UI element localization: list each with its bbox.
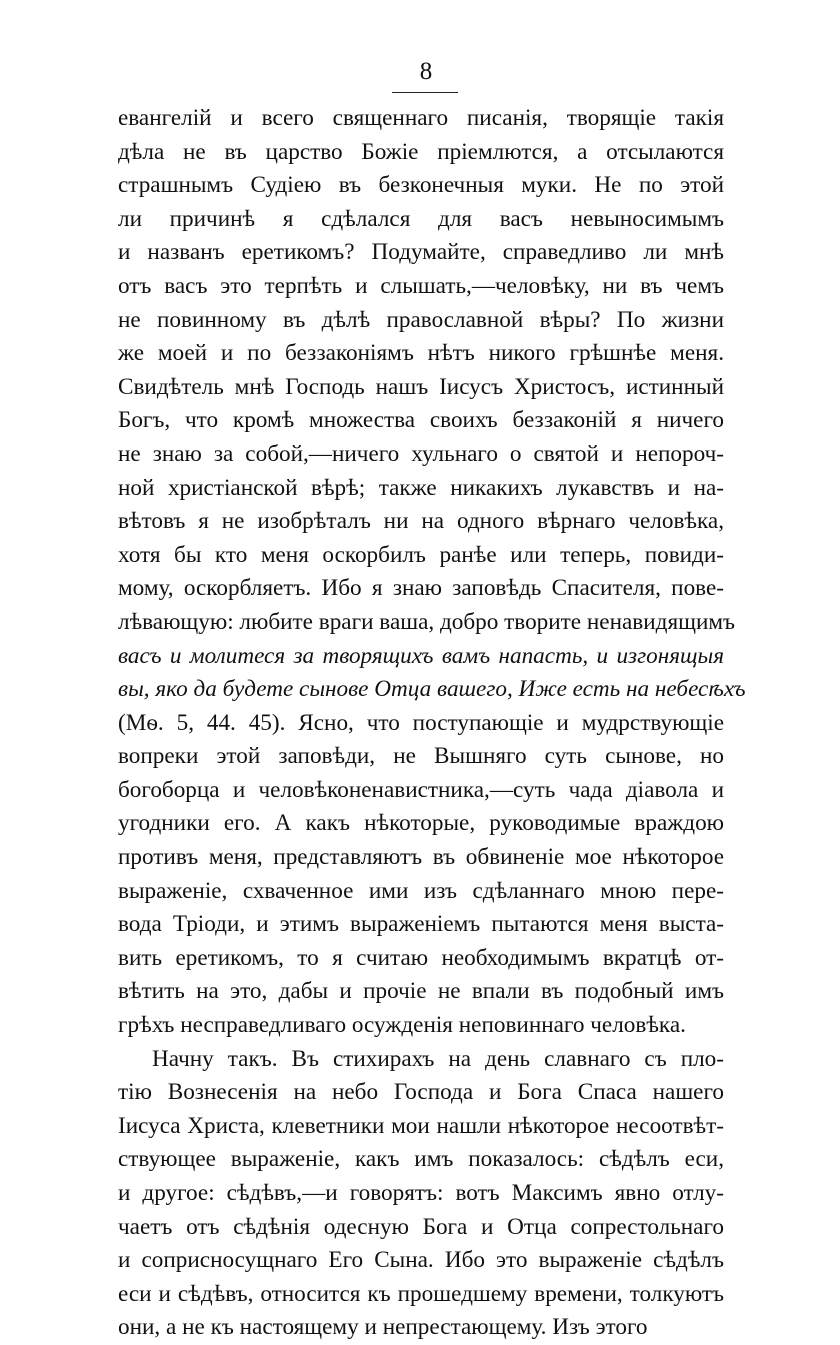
text-line: дѣла не въ царство Божіе пріемлются, а отсылаются bbox=[118, 138, 724, 165]
page-number-rule bbox=[392, 92, 458, 93]
text-line: вить еретикомъ, то я считаю необходимымъ вкратцѣ от- bbox=[118, 944, 724, 971]
text-line: Начну такъ. Въ стихирахъ на день славнаго съ пло- bbox=[152, 1045, 724, 1072]
text-line-quote: вы, яко да будете сынове Отца вашего, Иже есть на небесѣхъ bbox=[118, 676, 746, 703]
text-line: не знаю за собой,—ничего хульнаго о святой и непороч- bbox=[118, 440, 724, 467]
text-line: не повинному въ дѣлѣ православной вѣры? По жизни bbox=[118, 306, 724, 333]
text-line: они, а не къ настоящему и непрестающему. Изъ этого bbox=[118, 1314, 648, 1341]
text-line: грѣхъ несправедливаго осужденія неповиннаго человѣка. bbox=[118, 1012, 686, 1039]
text-line: и названъ еретикомъ? Подумайте, справедливо ли мнѣ bbox=[118, 239, 724, 266]
text-line: лѣвающую: любите враги ваша, добро творите ненавидящимъ bbox=[118, 608, 736, 635]
paragraph-2 bbox=[118, 1043, 724, 1345]
text-line: же моей и по беззаконіямъ нѣтъ никого грѣшнѣе меня. bbox=[118, 340, 724, 367]
text-line: ли причинѣ я сдѣлался для васъ невыносимымъ bbox=[118, 205, 724, 232]
text-line: еси и сѣдѣвъ, относится къ прошедшему времени, толкуютъ bbox=[118, 1280, 724, 1307]
text-line: ствующее выраженіе, какъ имъ показалось: сѣдѣлъ еси, bbox=[118, 1146, 724, 1173]
text-line: ной христіанской вѣрѣ; также никакихъ лукавствъ и на- bbox=[118, 474, 724, 501]
text-line: и другое: сѣдѣвъ,—и говорятъ: вотъ Максимъ явно отлу- bbox=[118, 1180, 724, 1206]
text-line: хотя бы кто меня оскорбилъ ранѣе или теперь, повиди- bbox=[118, 541, 724, 568]
page-number: 8 bbox=[419, 58, 433, 85]
text-line: угодники его. А какъ нѣкоторые, руководимые враждою bbox=[118, 810, 724, 837]
text-line: евангелій и всего священнаго писанія, творящіе такія bbox=[118, 105, 724, 131]
text-line: Свидѣтель мнѣ Господь нашъ Іисусъ Христосъ, истинный bbox=[118, 373, 724, 400]
text-line: богоборца и человѣконенавистника,—суть чада діавола и bbox=[118, 776, 724, 803]
body-text bbox=[118, 102, 746, 1345]
text-line: Іисуса Христа, клеветники мои нашли нѣкоторое несоотвѣт- bbox=[118, 1112, 724, 1139]
text-line: отъ васъ это терпѣть и слышать,—человѣку, ни въ чемъ bbox=[118, 272, 724, 299]
text-line: чаетъ отъ сѣдѣнія одесную Бога и Отца сопрестольнаго bbox=[118, 1213, 724, 1240]
text-line: противъ меня, представляютъ въ обвиненіе мое нѣкоторое bbox=[118, 844, 724, 871]
text-line: вѣтить на это, дабы и прочіе не впали въ подобный имъ bbox=[118, 978, 724, 1005]
text-line: (Мѳ. 5, 44. 45). Ясно, что поступающіе и мудрствующіе bbox=[118, 709, 724, 736]
text-line: выраженіе, схваченное ими изъ сдѣланнаго мною пере- bbox=[118, 877, 724, 904]
text-line: вода Тріоди, и этимъ выраженіемъ пытаются меня выста- bbox=[118, 911, 724, 938]
text-line: Богъ, что кромѣ множества своихъ беззаконій я ничего bbox=[118, 407, 724, 434]
paragraph-1 bbox=[118, 102, 746, 1043]
text-line-quote: васъ и молитеся за творящихъ вамъ напасть, и изгонящыя bbox=[118, 642, 724, 669]
text-line: вѣтовъ я не изобрѣталъ ни на одного вѣрнаго человѣка, bbox=[118, 508, 724, 535]
text-line: страшнымъ Судіею въ безконечныя муки. Не по этой bbox=[118, 172, 724, 199]
text-line: тію Вознесенія на небо Господа и Бога Спаса нашего bbox=[118, 1079, 724, 1106]
text-line: и соприсносущнаго Его Сына. Ибо это выраженіе сѣдѣлъ bbox=[118, 1247, 724, 1274]
text-line: вопреки этой заповѣди, не Вышняго суть сынове, но bbox=[118, 743, 724, 770]
text-line: мому, оскорбляетъ. Ибо я знаю заповѣдь Спасителя, пове- bbox=[118, 575, 724, 602]
